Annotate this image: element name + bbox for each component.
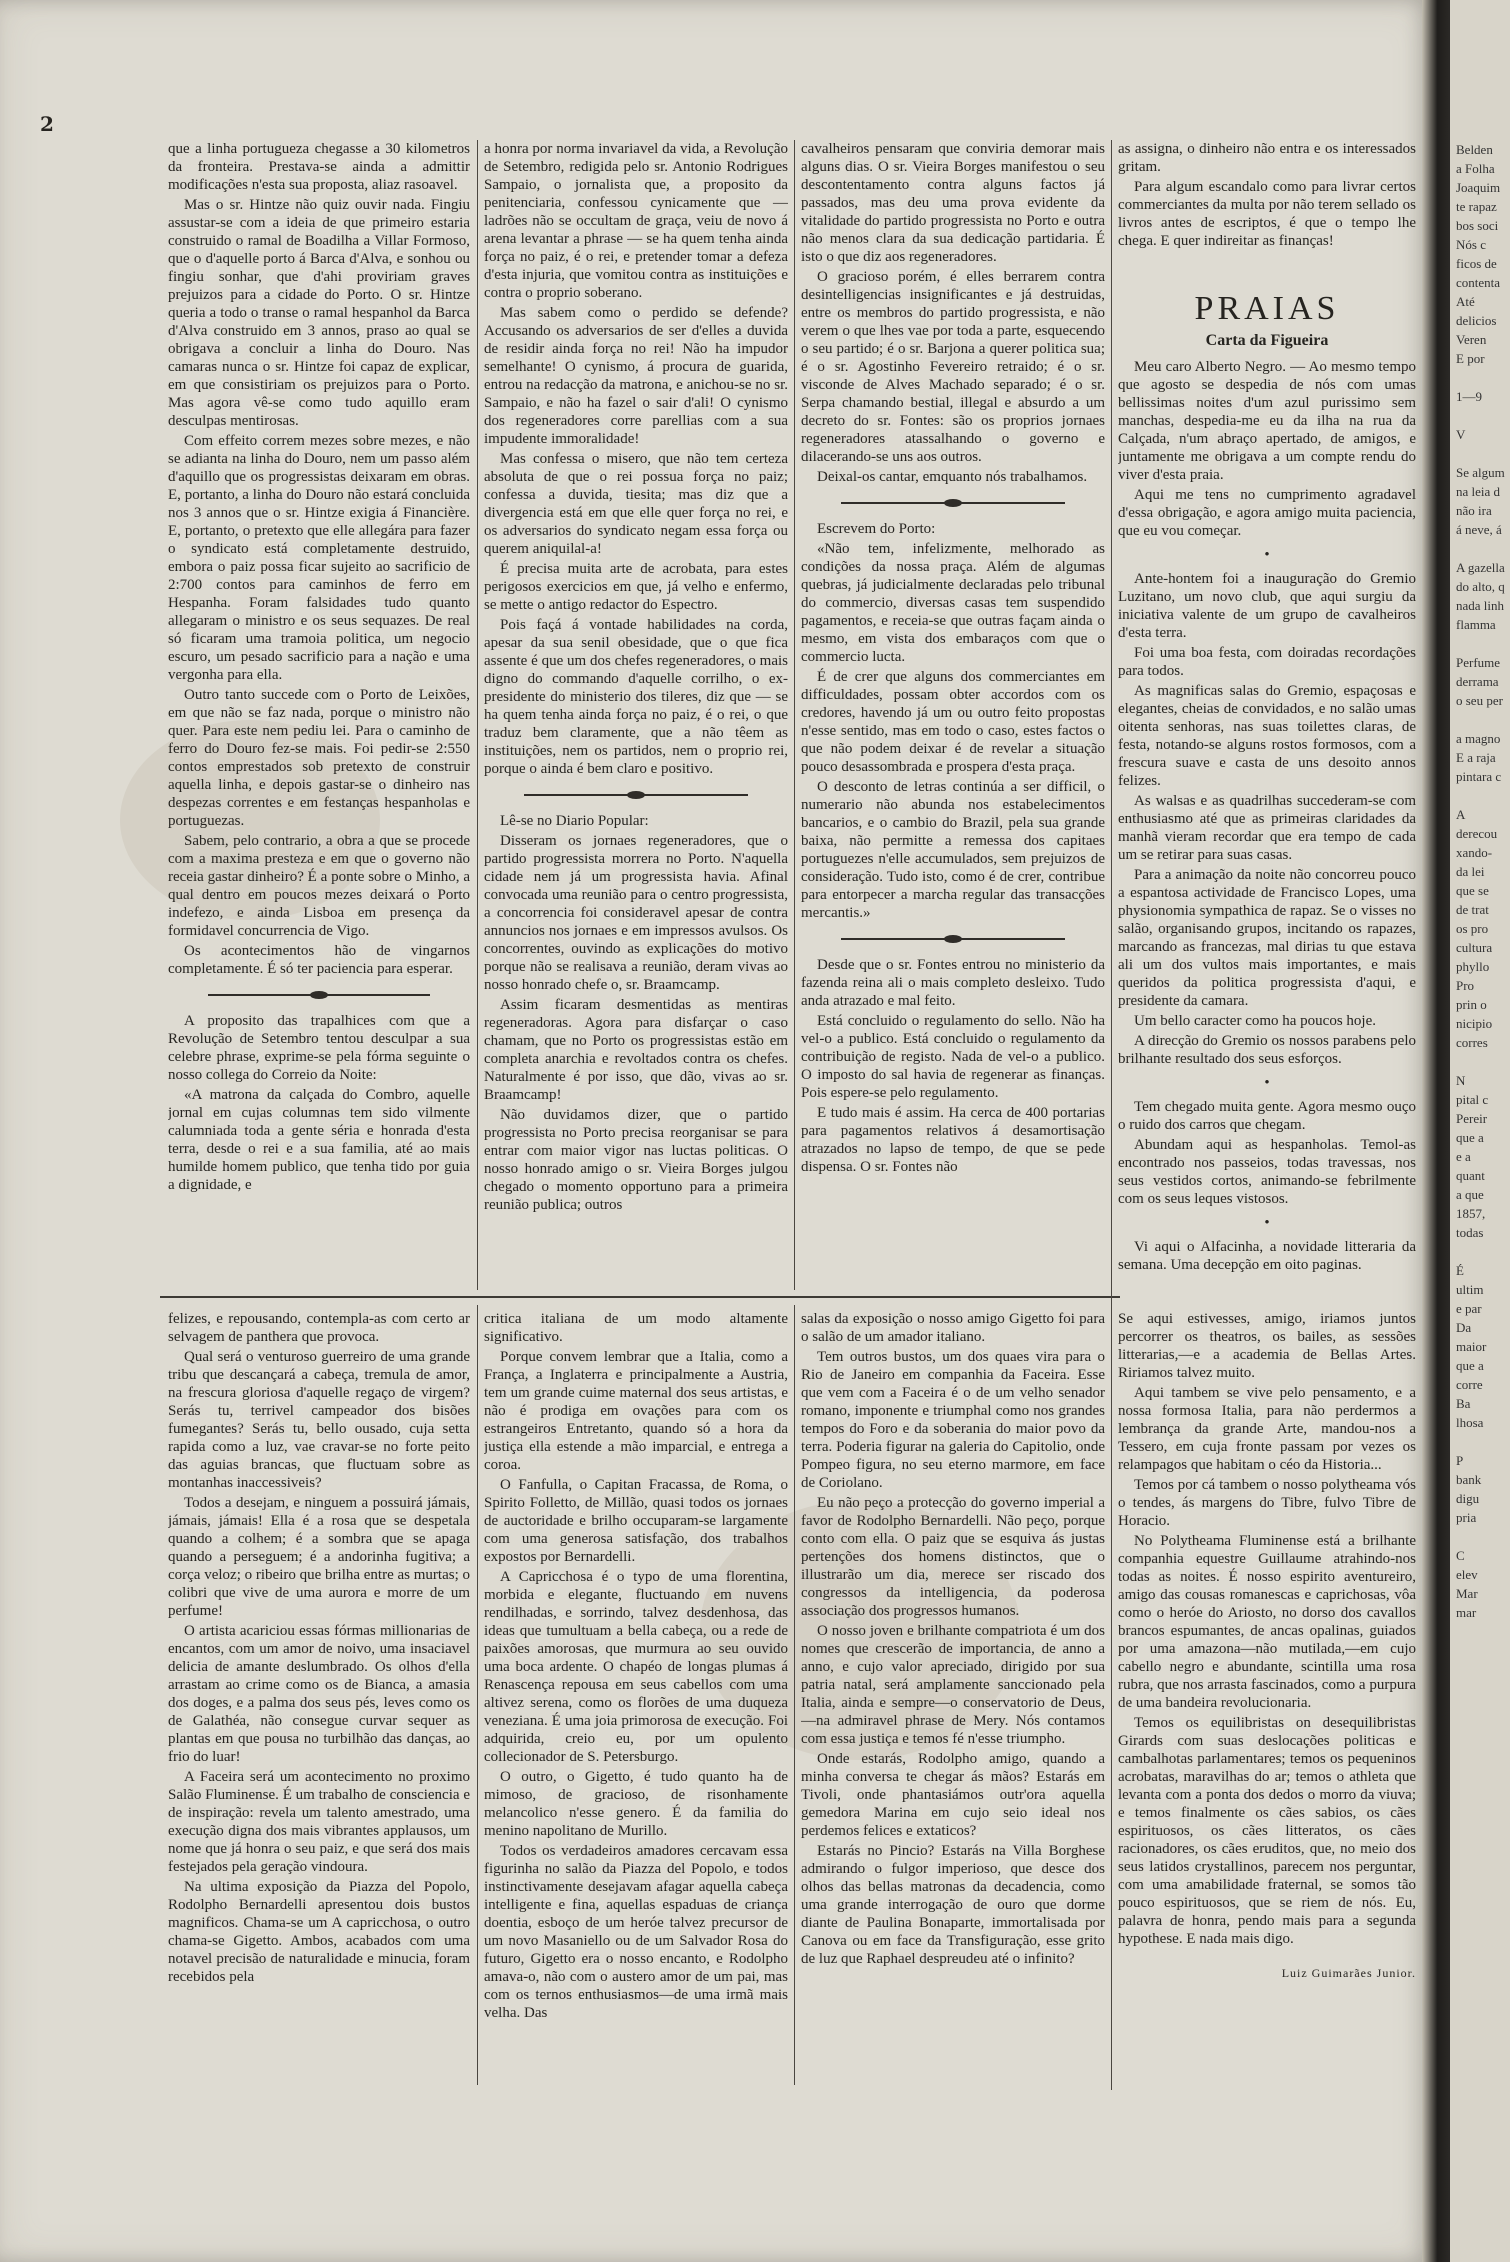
adjacent-page-fragment: Pro [1456,978,1475,993]
adjacent-page-fragment: Pereir [1456,1111,1488,1126]
adjacent-page-fragment: flamma [1456,617,1496,632]
adjacent-page-edge [1450,0,1510,2262]
paragraph: O desconto de letras continúa a ser difficil, o numerario não abunda nos estabelecimentos bancarios, e o cambio do Brazil, pela sua grande baixa, não permitte a remessa dos capitaes portuguezes n'elle accumulados, sem prejuizos de consideração. Tudo isto, como é de crer, contribue para entorpecer a marcha regular das transacções mercantis.» [801,779,1105,921]
paragraph: Onde estarás, Rodolpho amigo, quando a minha conversa te chegar ás mãos? Estarás em Tivoli, onde phantasiámos outr'ora aquella gemedora Marina em cujo seio ideal nos perdemos felices e extaticos? [801,1751,1105,1839]
adjacent-page-fragment [1456,1242,1510,1261]
adjacent-page-fragment: prin o [1456,997,1487,1012]
section-heading: Escrevem do Porto: [817,521,936,537]
paragraph: Qual será o venturoso guerreiro de uma grande tribu que descançará a cabeça, tremula de amor, na frescura gloriosa d'aquelle regaço de virgem? Serás tu, terrivel campeador dos bisões fumegantes? Serás tu, bello ousado, cuja setta rapida como a luz, vae cravar-se no forte peito das aguias brancas, que fluctuam sobre as montanhas inaccessiveis? [168,1349,470,1491]
adjacent-page-fragment [1456,786,1510,805]
paragraph: que a linha portugueza chegasse a 30 kilometros da fronteira. Prestava-se ainda a admittir modificações n'esta sua proposta, aliaz rasoavel. [168,141,470,193]
adjacent-page-fragment: á neve, á [1456,522,1502,537]
column-rule [477,140,478,1290]
adjacent-page-text [1450,0,1510,1622]
paragraph: Foi uma boa festa, com doiradas recordações para todos. [1118,645,1416,679]
page-number: 2 [40,112,54,136]
adjacent-page-fragment: digu [1456,1491,1480,1506]
column-3 [801,140,1105,1285]
paragraph: Aqui me tens no cumprimento agradavel d'essa obrigação, e agora amigo muita paciencia, que eu vou começar. [1118,487,1416,539]
adjacent-page-fragment: phyllo [1456,959,1490,974]
adjacent-page-fragment [1456,406,1510,425]
adjacent-page-fragment: Joaquim [1456,180,1501,195]
adjacent-page-fragment: ficos de [1456,256,1497,271]
paragraph: E tudo mais é assim. Ha cerca de 400 portarias para pagamentos relativos á desamortisação atrazados no lapso de tempo, de que se pede dispensa. O sr. Fontes não [801,1105,1105,1175]
adjacent-page-fragment: Até [1456,294,1475,309]
paragraph: Temos os equilibristas on desequilibristas Girards com suas deslocações politicas e cambalhotas parlamentares; temos os pequeninos acrobatas, maravilhas do ar; temos o athleta que levanta com a ponta dos dedos o morro da viuva; e temos finalmente os cães sabios, os cães espirituosos, os cães litteratos, os cães racionadores, os cães eruditos, que, no meio dos seus latidos crystallinos, parecem nos perguntar, com uma amabilidade fraternal, se somos tão pouco espirituosos, que se riem de nós. Eu, palavra de honra, pendo mais para a segunda hypothese. E nada mais digo. [1118,1715,1416,1947]
adjacent-page-fragment [1456,1432,1510,1451]
column-2 [484,140,788,1285]
paragraph: Se aqui estivesses, amigo, iriamos juntos percorrer os theatros, os bailes, as sessões litterarias,—e a academia de Bellas Artes. Ririamos talvez muito. [1118,1311,1416,1381]
praias-heading: PRAIAS [1194,290,1340,327]
adjacent-page-fragment: bos soci [1456,218,1499,233]
bottom-column-2 [484,1310,788,2090]
paragraph: Disseram os jornaes regeneradores, que o partido progressista morrera no Porto. N'aquella cidade nem já um progressista havia. Afinal convocada uma reunião para o centro progressista, a concorrencia foi consideravel apesar de contra annuncios nos jornaes e em impressos avulsos. Os concorrentes, ouvindo as explicações do motivo porque não se realisava a reunião, deram vivas ao nosso honrado chefe o, sr. Braamcamp. [484,833,788,993]
paragraph: As walsas e as quadrilhas succederam-se com enthusiasmo até que as primeiras claridades da manhã vieram recordar que era tempo de cada um se retirar para suas casas. [1118,793,1416,863]
adjacent-page-fragment: quant [1456,1168,1485,1183]
adjacent-page-fragment: que a [1456,1358,1484,1373]
column-rule [477,1305,478,2085]
adjacent-page-fragment: delicios [1456,313,1497,328]
adjacent-page-fragment: corre [1456,1377,1483,1392]
adjacent-page-fragment [1456,368,1510,387]
adjacent-page-fragment: P [1456,1453,1464,1468]
paragraph: Um bello caracter como ha poucos hoje. [1134,1013,1376,1029]
paragraph: Sabem, pelo contrario, a obra a que se procede com a maxima presteza e em que o governo não receia gastar dinheiro? É a ponte sobre o Minho, a qual dentro em poucos mezes deixará o Porto indefezo, e ainda Lisboa em presença da formidavel concurrencia de Vigo. [168,833,470,939]
adjacent-page-fragment: a magno [1456,731,1501,746]
paragraph: a honra por norma invariavel da vida, a Revolução de Setembro, redigida pelo sr. Antonio Rodrigues Sampaio, o jornalista que, a proposito da penitenciaria, confessou cynicamente que — ladrões não se occultam de graça, veiu de novo á arena levantar a phrase — se ha quem tenha ainda força no paiz, é o rei, e pretender tomar a defeza d'esta injuria, que vomitou contra as instituições e contra o proprio soberano. [484,141,788,301]
paragraph: salas da exposição o nosso amigo Gigetto foi para o salão de um amador italiano. [801,1311,1105,1345]
paragraph: A proposito das trapalhices com que a Revolução de Setembro tentou desculpar a sua celebre phrase, exprime-se pela fórma seguinte o nosso collega do Correio da Noite: [168,1013,470,1083]
bottom-column-1 [168,1310,470,2090]
adjacent-page-fragment: te rapaz [1456,199,1497,214]
paragraph: Pois façá á vontade habilidades na corda, apesar da sua senil obesidade, que o que fica assente é que um dos chefes regeneradores, o mais digno do commando d'aquelle corrilho, o ex-presidente do ministerio dos tileres, diz que — se ha quem tenha ainda força no paiz, é o rei, o que traduz bem claramente, que a não têem as instituições, nem os partidos, nem o proprio rei, porque o ainda é bem claro e positivo. [484,617,788,777]
paragraph: Eu não peço a protecção do governo imperial a favor de Rodolpho Bernardelli. Não peço, porque conto com ella. O paiz que se esquiva ás justas pertenções dos homens distinctos, que o illustrarão um dia, merece ser riscado dos congressos da intelligencia, da poderosa associação dos progressos humanos. [801,1495,1105,1619]
dot-divider: • [1264,1215,1270,1231]
adjacent-page-fragment: do alto, q [1456,579,1505,594]
ornament-divider [524,788,748,802]
paragraph: Para a animação da noite não concorreu pouco a espantosa actividade de Francisco Lopes, uma physionomia sympathica de rapaz. Se o visses no salão, organisando grupos, incitando os rapazes, marcando as francezas, mal dirias tu que estava ali um dos vultos mais importantes, e mais queridos da politica progressista d'aqui, e presidente da camara. [1118,867,1416,1009]
adjacent-page-fragment: corres [1456,1035,1488,1050]
adjacent-page-fragment: da lei [1456,864,1485,879]
paragraph: Mas o sr. Hintze não quiz ouvir nada. Fingiu assustar-se com a ideia de que primeiro estaria construido o ramal de Boadilha a Villar Formoso, que o d'aquelle porto á Barca d'Alva, e sonhou ou fingiu sonhar, que d'ahi proviriam graves prejuizos para a cidade do Porto. O sr. Hintze queria a todo o transe o ramal hespanhol da Barca d'Alva construido em 3 annos, praso ao qual se obrigava a concluir a linha do Douro. Nas camaras nunca o sr. Hintze foi capaz de explicar, em que consistiriam os prejuizos para o Porto. Mas agora vê-se como tudo aquillo eram desculpas mentirosas. [168,197,470,429]
adjacent-page-fragment: A gazella [1456,560,1505,575]
paragraph: Temos por cá tambem o nosso polytheama vós o tendes, ás margens do Tibre, fulvo Tibre de Horacio. [1118,1477,1416,1529]
paragraph: Tem chegado muita gente. Agora mesmo ouço o ruido dos carros que chegam. [1118,1099,1416,1133]
adjacent-page-fragment: nicipio [1456,1016,1493,1031]
paragraph: Assim ficaram desmentidas as mentiras regeneradoras. Agora para disfarçar o caso chamam, que no Porto os progressistas estão em completa anarchia e revoltados contra os chefes. Naturalmente é por isso, que dão, vivas ao sr. Braamcamp! [484,997,788,1103]
adjacent-page-fragment [1456,1527,1510,1546]
adjacent-page-fragment: e par [1456,1301,1482,1316]
adjacent-page-fragment: Belden [1456,142,1493,157]
adjacent-page-fragment: Nós c [1456,237,1486,252]
paragraph: critica italiana de um modo altamente significativo. [484,1311,788,1345]
adjacent-page-fragment: Mar [1456,1586,1478,1601]
paragraph: Meu caro Alberto Negro. — Ao mesmo tempo que agosto se despedia de nós com umas bellissimas noites d'um azul purissimo sem manchas, despedia-me eu da ilha na rua da Calçada, n'um abraço apertado, de amigos, e juntamente me obrigava a um compte rendu do viver d'esta praia. [1118,359,1416,483]
adjacent-page-fragment: Veren [1456,332,1487,347]
column-rule [1111,1290,1112,2090]
adjacent-page-fragment: N [1456,1073,1466,1088]
paragraph: Está concluido o regulamento do sello. Não ha vel-o a publico. Está concluido o regulamento da contribuição de registo. Nada de vel-o a publico. O imposto do sal havia de regenerar as finanças. Pois espere-se pelo regulamento. [801,1013,1105,1101]
adjacent-page-fragment: Perfume [1456,655,1501,670]
adjacent-page-fragment: pital c [1456,1092,1489,1107]
adjacent-page-fragment: Ba [1456,1396,1471,1411]
adjacent-page-fragment: 1—9 [1456,389,1482,404]
paragraph: No Polytheama Fluminense está a brilhante companhia equestre Guillaume atrahindo-nos todas as noites. É nosso espirito aventureiro, amigo das cousas romanescas e caprichosas, vôa como o heróe do Ariosto, no dorso dos cavallos brancos espumantes, de ancas opalinas, guiados por uma amazona—não mutilada,—em cujo cabello negro e abundante, scintilla uma rosa rubra, que nos arrasta fascinados, como a purpura de uma bandeira revolucionaria. [1118,1533,1416,1711]
paragraph: Todos a desejam, e ninguem a possuirá jámais, jámais, jámais! Ella é a rosa que se despetala quando a colhem; é a sombra que se apaga quando a perseguem; é a andorinha fugitiva; a corça veloz; o ribeiro que brilha entre as murtas; o colibri que vive de uma aurora e morre de um perfume! [168,1495,470,1619]
adjacent-page-fragment [1456,444,1510,463]
paragraph: Os acontecimentos hão de vingarnos completamente. É só ter paciencia para esperar. [168,943,470,977]
paragraph: É precisa muita arte de acrobata, para estes perigosos exercicios em que, já velho e enfermo, se mette o antigo redactor do Espectro. [484,561,788,613]
bottom-column-4 [1118,1310,1416,2090]
ornament-divider [841,496,1065,510]
paragraph: Estarás no Pincio? Estarás na Villa Borghese admirando o fulgor imperioso, que desce dos olhos das bellas matronas da decadencia, como uma grande interrogação de ouro que dorme diante de Paulina Bonaparte, immortalisada por Canova ou em face da Transfiguração, esse grito de luz que Raphael despreudeu até o infinito? [801,1843,1105,1967]
adjacent-page-fragment: que se [1456,883,1489,898]
adjacent-page-fragment: derrama [1456,674,1499,689]
adjacent-page-fragment: elev [1456,1567,1478,1582]
adjacent-page-fragment: nada linh [1456,598,1505,613]
dot-divider: • [1264,1075,1270,1091]
dot-divider: • [1264,547,1270,563]
book-gutter [1422,0,1450,2262]
paragraph: As magnificas salas do Gremio, espaçosas e elegantes, cheias de convidados, e no salão umas oitenta senhoras, nas suas toilettes claras, de festa, notando-se alguns rostos formosos, com a frescura suave e casta de uns desoito annos felizes. [1118,683,1416,789]
adjacent-page-fragment [1456,710,1510,729]
paragraph: Todos os verdadeiros amadores cercavam essa figurinha no salão da Piazza del Popolo, e todos instinctivamente desejavam afagar aquella cabeça intelligente e fina, aquellas espaduas de criança doentia, esboço de um heróe talvez precursor de um novo Masaniello ou de um Salvador Rosa do futuro, Gigetto era o nosso encanto, e Rodolpho amava-o, não com o austero amor de um pai, mas com os ternos enthusiasmos—de uma irmã mais velha. Das [484,1843,788,2021]
adjacent-page-fragment: os pro [1456,921,1489,936]
adjacent-page-fragment: xando- [1456,845,1493,860]
adjacent-page-fragment: todas [1456,1225,1484,1240]
column-rule [1111,140,1112,1290]
adjacent-page-fragment: C [1456,1548,1465,1563]
bottom-column-3 [801,1310,1105,2090]
paragraph: O artista acariciou essas fórmas millionarias de encantos, com um amor de noivo, uma insaciavel delicia de amante deslumbrado. Os olhos d'ella arrastam ao crime como os de Bianca, a amasia dos doges, e a palma dos seus pés, leves como os de Galathéa, não consegue curvar sequer as plantas em que pousa no turbilhão das danças, ao frio do luar! [168,1623,470,1765]
adjacent-page-fragment: e a [1456,1149,1471,1164]
adjacent-page-fragment: maior [1456,1339,1487,1354]
adjacent-page-fragment: cultura [1456,940,1493,955]
adjacent-page-fragment: o seu per [1456,693,1503,708]
paragraph: as assigna, o dinheiro não entra e os interessados gritam. [1118,141,1416,175]
paragraph: Ante-hontem foi a inauguração do Gremio Luzitano, um novo club, que aqui surgiu da iniciativa valente de um grupo de cavalheiros d'esta terra. [1118,571,1416,641]
adjacent-page-fragment: Se algum [1456,465,1505,480]
paragraph: «A matrona da calçada do Combro, aquelle jornal em cujas columnas tem sido vilmente calumniada toda a gente séria e honrada d'esta terra, desde o rei e a sua familia, até ao mais humilde homem publico, que tenha tido por guia a dignidade, e [168,1087,470,1193]
paragraph: A direcção do Gremio os nossos parabens pelo brilhante resultado dos seus esforços. [1118,1033,1416,1067]
adjacent-page-fragment: lhosa [1456,1415,1484,1430]
paragraph: É de crer que alguns dos commerciantes em difficuldades, possam obter accordos com os credores, havendo já um ou outro feito propostas n'esse sentido, mas em todo o caso, estes factos o que não podem deixar é de revelar a situação pouco desassombrada e prospera d'esta praça. [801,669,1105,775]
adjacent-page-fragment: pintara c [1456,769,1502,784]
adjacent-page-fragment: a Folha [1456,161,1495,176]
column-1 [168,140,470,1285]
adjacent-page-fragment: contenta [1456,275,1501,290]
adjacent-page-fragment [1456,1052,1510,1071]
adjacent-page-fragment: Da [1456,1320,1472,1335]
paragraph: Na ultima exposição da Piazza del Popolo, Rodolpho Bernardelli apresentou dois bustos magnificos. Chama-se um A capricchosa, o outro chama-se Gigetto. Ambos, acabados com uma notavel precisão de naturalidade e minucia, foram recebidos pela [168,1879,470,1985]
paragraph: Abundam aqui as hespanholas. Temol-as encontrado nos passeios, todas travessas, nos seus vestidos cortos, animando-se febrilmente com os seus leques vistosos. [1118,1137,1416,1207]
paragraph: Deixal-os cantar, emquanto nós trabalhamos. [817,469,1088,485]
column-rule [794,1305,795,2085]
adjacent-page-fragment: mar [1456,1605,1477,1620]
author-signature: Luiz Guimarães Junior. [1281,1966,1416,1980]
paragraph: A Faceira será um acontecimento no proximo Salão Fluminense. É um trabalho de consciencia e de inspiração: revela um talento amestrado, uma execução digna dos mais vibrantes applausos, um nome que já honra o seu paiz, e que será dos mais festejados pela geração vindoura. [168,1769,470,1875]
paragraph: Para algum escandalo como para livrar certos commerciantes da multa por não terem sellado os livros antes de escriptos, é que o tempo lhe chega. E quer indireitar as finanças! [1118,179,1416,249]
paragraph: Aqui tambem se vive pelo pensamento, e a nossa formosa Italia, para não perdermos a lembrança da grande Arte, mandou-nos a Tessero, em cuja fronte passam por vezes os relampagos que habitam o céo da Historia... [1118,1385,1416,1473]
adjacent-page-fragment: a que [1456,1187,1484,1202]
paragraph: Porque convem lembrar que a Italia, como a França, a Inglaterra e principalmente a Austria, tem um grande cuime maternal dos seus artistas, e não é prodiga em ovações para com os estrangeiros Entretanto, quando só a hora da justiça ella estende a mão imparcial, e entrega a coroa. [484,1349,788,1473]
paragraph: Não duvidamos dizer, que o partido progressista no Porto precisa reorganisar se para entrar com maior vigor nas luctas politicas. O nosso honrado amigo o sr. Vieira Borges julgou chegado o momento opportuno para a primeira reunião publica; outros [484,1107,788,1213]
paragraph: O nosso joven e brilhante compatriota é um dos nomes que crescerão de importancia, de anno a anno, e cujo valor apreciado, dirigido por sua patria natal, será amplamente sanccionado pela Italia, ainda e sempre—o conservatorio de Deus,—na admiravel phrase de Mery. Nós contamos com essa justiça e temos fé n'esse triumpho. [801,1623,1105,1747]
section-heading: Lê-se no Diario Popular: [500,813,649,829]
paragraph: Mas confessa o misero, que não tem certeza absoluta de que o rei possua força no paiz; confessa a duvida, tiesita; mas diz que a divergencia está em que elle quer força no rei, e os adversarios do syndicato negam essa força ou querem aniquilal-a! [484,451,788,557]
paragraph: cavalheiros pensaram que conviria demorar mais alguns dias. O sr. Vieira Borges manifestou o seu descontentamento contra alguns factos já passados, mas deu uma prova evidente da vitalidade do partido progressista no Porto e outra não menos clara da sua dedicação partidaria. É isto o que diz aos regeneradores. [801,141,1105,265]
carta-heading: Carta da Figueira [1205,332,1329,349]
paragraph: O outro, o Gigetto, é tudo quanto ha de mimoso, de gracioso, de risonhamente melancolico n'esse genero. É da familia do menino napolitano de Murillo. [484,1769,788,1839]
ornament-divider [841,932,1065,946]
adjacent-page-fragment [1456,539,1510,558]
adjacent-page-fragment: E a raja [1456,750,1496,765]
adjacent-page-fragment: 1857, [1456,1206,1486,1221]
adjacent-page-fragment: É [1456,1263,1464,1278]
section-divider [160,1296,1120,1298]
paragraph: Desde que o sr. Fontes entrou no ministerio da fazenda reina ali o mais completo desleixo. Tudo anda atrazado e mal feito. [801,957,1105,1009]
paragraph: Outro tanto succede com o Porto de Leixões, em que não se faz nada, porque o ministro não quer. Para este nem pediu lei. Para o caminho de ferro do Douro fez-se mais. Foi pedir-se 2:550 contos emprestados sob pretexto de construir aquella linha, e depois gastar-se o dinheiro nas despezas correntes e em festanças hespanholas e portuguezas. [168,687,470,829]
adjacent-page-fragment: bank [1456,1472,1482,1487]
paragraph: O Fanfulla, o Capitan Fracassa, de Roma, o Spirito Folletto, de Millão, quasi todos os jornaes de auctoridade e brilho occuparam-se largamente com uma generosa satisfação, dos trabalhos expostos por Bernardelli. [484,1477,788,1565]
adjacent-page-fragment: na leia d [1456,484,1501,499]
paragraph: O gracioso porém, é elles berrarem contra desintelligencias insignificantes e já destruidas, entre os membros do partido progressista, e não verem o que lhes vae por toda a parte, esquecendo o seu partido; é o sr. Barjona a querer politica sua; é o sr. Agostinho Fevereiro retraido; é o sr. visconde de Alves Machado separado; é o sr. Serpa chamando bestial, illegal e absurdo a um decreto do sr. Fontes: são os proprios jornaes regeneradores atassalhando o governo e dilacerando-se uns aos outros. [801,269,1105,465]
paragraph: A Capricchosa é o typo de uma florentina, morbida e elegante, fluctuando em nuvens rendilhadas, e sorrindo, talvez desdenhosa, das ideas que tumultuam a bella cabeça, ou a rede de paixões amorosas, que murmura ao seu ouvido uma boca ardente. O chapéo de longas plumas á Renascença repousa em seus cabellos com uma altivez serena, como os florões de uma duqueza veneziana. É uma joia primorosa de execução. Foi adquirida, creio eu, por um opulento collecionador de S. Petersburgo. [484,1569,788,1765]
paragraph: Tem outros bustos, um dos quaes vira para o Rio de Janeiro em companhia da Faceira. Esse que vem com a Faceira é o de um velho senador romano, imponente e triumphal como nos grandes tempos do Foro e da soberania do maior povo da terra. Poderia figurar na galeria do Capitolio, onde Pompeo figura, no seu eterno marmore, em face de Coriolano. [801,1349,1105,1491]
adjacent-page-fragment: A [1456,807,1466,822]
paragraph: Com effeito correm mezes sobre mezes, e não se adianta na linha do Douro, nem um passo além d'aquillo que os progressistas deixaram em obras. E, portanto, a linha do Douro não estará concluida nos 3 annos que o sr. Hintze exigia á Financière. E, portanto, o pretexto que elle allegára para fazer o syndicato está completamente destruido, embora o paiz possa ficar sujeito ao sacrificio de 2:700 contos para caminhos de ferro em Hespanha. Foram falsidades tudo quanto allegaram o ministro e os seus sequazes. De real só ficaram uma tramoia politica, um negocio escuro, um pesado sacrificio para a nação e uma vergonha para ella. [168,433,470,683]
adjacent-page-fragment: pria [1456,1510,1477,1525]
adjacent-page-fragment: E por [1456,351,1485,366]
ornament-divider [208,988,430,1002]
adjacent-page-fragment: ultim [1456,1282,1484,1297]
adjacent-page-fragment: V [1456,427,1466,442]
paragraph: Vi aqui o Alfacinha, a novidade litteraria da semana. Uma decepção em oito paginas. [1118,1239,1416,1273]
adjacent-page-fragment [1456,634,1510,653]
paragraph: Mas sabem como o perdido se defende? Accusando os adversarios de ser d'elles a duvida de residir ainda força no rei! Não ha impudor semelhante! O cynismo, á procura de guarida, entrou na redacção da matrona, e anichou-se no sr. Sampaio, e não ha fazel o sair d'ali! O cynismo dos regeneradores corre parellias com a sua impudente immoralidade! [484,305,788,447]
adjacent-page-fragment: de trat [1456,902,1489,917]
adjacent-page-fragment: não ira [1456,503,1492,518]
column-4 [1118,140,1416,1285]
paragraph: felizes, e repousando, contempla-as com certo ar selvagem de panthera que provoca. [168,1311,470,1345]
adjacent-page-fragment: que a [1456,1130,1484,1145]
adjacent-page-fragment: derecou [1456,826,1498,841]
paragraph: «Não tem, infelizmente, melhorado as condições da nossa praça. Além de algumas quebras, já judicialmente declaradas pelo tribunal do commercio, diversas casas tem suspendido pagamentos, e receia-se que outras façam ainda o mesmo, em vista dos embaraços com que o commercio lucta. [801,541,1105,665]
column-rule [794,140,795,1290]
